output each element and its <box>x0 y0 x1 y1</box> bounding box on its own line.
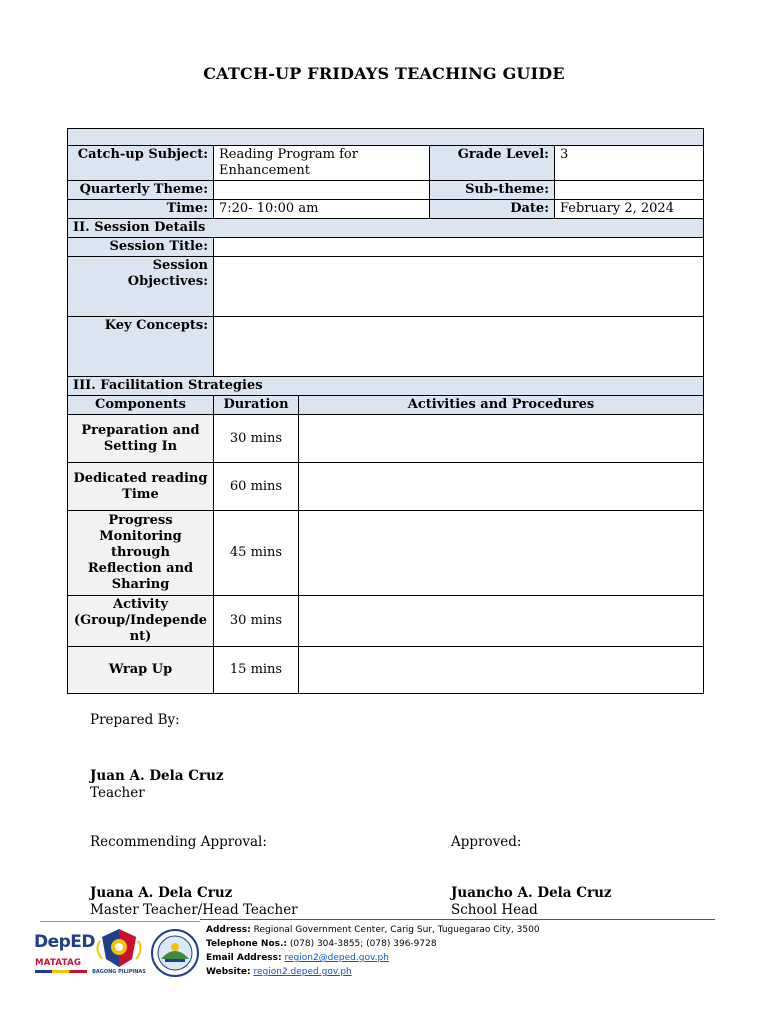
deped-logo-text: DepED <box>34 932 96 952</box>
footer-divider-left <box>40 921 200 922</box>
teacher-name: Juan A. Dela Cruz <box>90 768 224 784</box>
key-concepts-value[interactable] <box>214 317 704 377</box>
activities-cell[interactable] <box>299 647 704 694</box>
deped-logo-subtext: MATATAG <box>35 958 82 968</box>
website-link[interactable]: region2.deped.gov.ph <box>253 967 352 977</box>
teaching-guide-table <box>67 128 704 694</box>
facilitation-heading: III. Facilitation Strategies <box>68 377 704 396</box>
deped-logo <box>34 930 96 976</box>
bagong-pilipinas-emblem-icon <box>92 925 146 969</box>
facilitation-heading-row <box>68 377 704 396</box>
subtheme-label: Sub-theme: <box>430 181 555 200</box>
duration-cell: 60 mins <box>214 463 299 511</box>
activities-column-header: Activities and Procedures <box>299 396 704 415</box>
session-details-heading: II. Session Details <box>68 219 704 238</box>
teacher-signature-block <box>90 768 224 802</box>
approved-label: Approved: <box>451 834 522 850</box>
components-column-header: Components <box>68 396 214 415</box>
activities-cell[interactable] <box>299 415 704 463</box>
subject-value[interactable]: Reading Program for Enhancement <box>214 146 430 181</box>
recommender-signature-block <box>90 885 298 919</box>
grade-level-label: Grade Level: <box>430 146 555 181</box>
session-details-heading-row <box>68 219 704 238</box>
bagong-pilipinas-caption: BAGONG PILIPINAS <box>92 969 146 975</box>
footer-divider <box>200 919 715 920</box>
prepared-by-label: Prepared By: <box>90 712 180 728</box>
time-label: Time: <box>68 200 214 219</box>
table-row <box>68 647 704 694</box>
component-cell: Preparation and Setting In <box>68 415 214 463</box>
key-concepts-row <box>68 317 704 377</box>
website-line: Website: region2.deped.gov.ph <box>206 967 352 977</box>
component-cell: Activity (Group/Independe nt) <box>68 596 214 647</box>
table-row <box>68 463 704 511</box>
activities-cell[interactable] <box>299 463 704 511</box>
table-top-band <box>68 129 704 146</box>
recommender-name: Juana A. Dela Cruz <box>90 885 233 901</box>
footer-contact-info <box>206 923 540 979</box>
teacher-role: Teacher <box>90 785 145 801</box>
key-concepts-label: Key Concepts: <box>68 317 214 377</box>
date-label: Date: <box>430 200 555 219</box>
table-row <box>68 596 704 647</box>
subject-label: Catch-up Subject: <box>68 146 214 181</box>
recommending-approval-label: Recommending Approval: <box>90 834 267 850</box>
facilitation-column-headers <box>68 396 704 415</box>
duration-cell: 30 mins <box>214 415 299 463</box>
subject-row <box>68 146 704 181</box>
quarterly-theme-value[interactable] <box>214 181 430 200</box>
activities-cell[interactable] <box>299 596 704 647</box>
activities-cell[interactable] <box>299 511 704 596</box>
component-cell: Wrap Up <box>68 647 214 694</box>
approver-role: School Head <box>451 902 538 918</box>
bagong-pilipinas-logo <box>92 925 146 981</box>
grade-level-value[interactable]: 3 <box>555 146 704 181</box>
email-link[interactable]: region2@deped.gov.ph <box>284 953 389 963</box>
duration-cell: 45 mins <box>214 511 299 596</box>
session-objectives-label: Session Objectives: <box>68 257 214 317</box>
component-cell: Progress Monitoring through Reflection and Sharing <box>68 511 214 596</box>
quarterly-theme-label: Quarterly Theme: <box>68 181 214 200</box>
date-value[interactable]: February 2, 2024 <box>555 200 704 219</box>
duration-cell: 15 mins <box>214 647 299 694</box>
table-row <box>68 415 704 463</box>
region-seal-icon <box>151 929 199 977</box>
deped-logo-bar <box>35 970 87 973</box>
session-objectives-row <box>68 257 704 317</box>
session-title-row <box>68 238 704 257</box>
component-cell: Dedicated reading Time <box>68 463 214 511</box>
subtheme-value[interactable] <box>555 181 704 200</box>
time-row <box>68 200 704 219</box>
quarterly-theme-row <box>68 181 704 200</box>
session-objectives-value[interactable] <box>214 257 704 317</box>
approver-signature-block <box>451 885 612 919</box>
session-title-value[interactable] <box>214 238 704 257</box>
approver-name: Juancho A. Dela Cruz <box>451 885 612 901</box>
address-line: Address: Regional Government Center, Carig Sur, Tuguegarao City, 3500 <box>206 925 540 935</box>
duration-cell: 30 mins <box>214 596 299 647</box>
duration-column-header: Duration <box>214 396 299 415</box>
session-title-label: Session Title: <box>68 238 214 257</box>
page-title: CATCH-UP FRIDAYS TEACHING GUIDE <box>203 64 565 83</box>
telephone-line: Telephone Nos.: (078) 304-3855; (078) 396-9728 <box>206 939 437 949</box>
recommender-role: Master Teacher/Head Teacher <box>90 902 298 918</box>
table-row <box>68 511 704 596</box>
email-line: Email Address: region2@deped.gov.ph <box>206 953 389 963</box>
time-value[interactable]: 7:20- 10:00 am <box>214 200 430 219</box>
